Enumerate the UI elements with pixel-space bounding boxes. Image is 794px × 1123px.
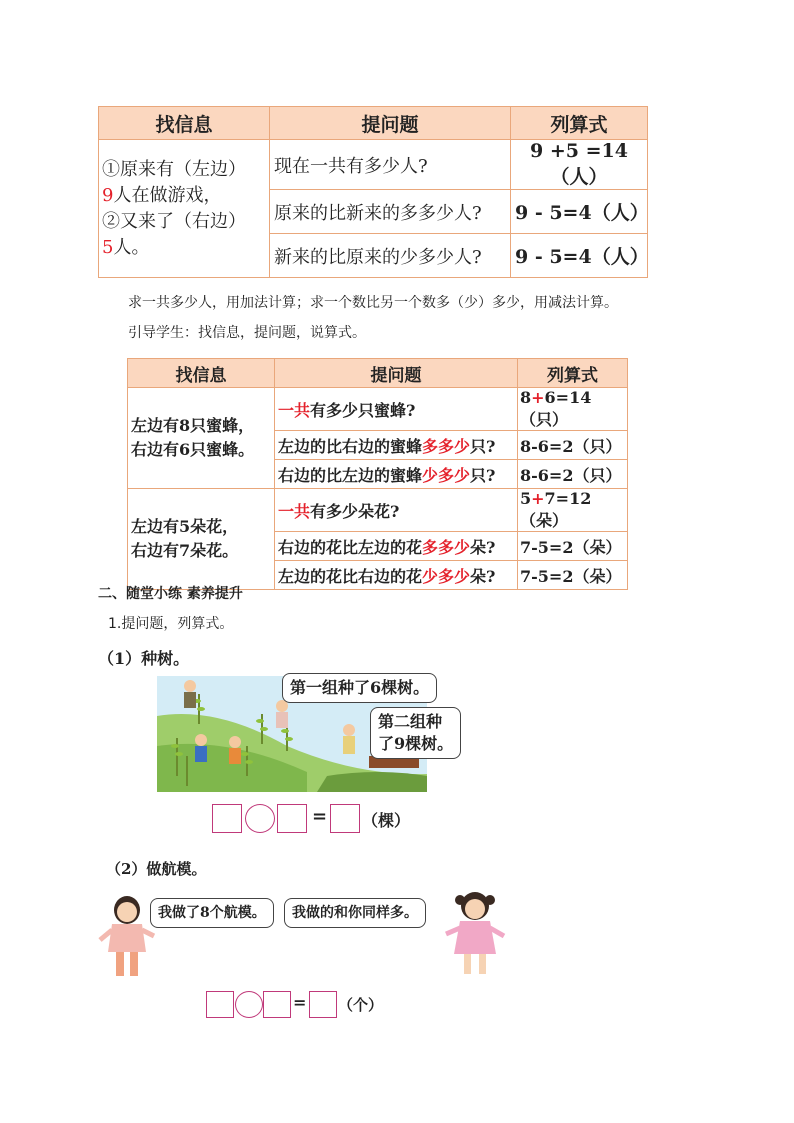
answer-box[interactable] — [212, 804, 242, 833]
question-text: 朵? — [470, 566, 496, 586]
header-ask-question: 提问题 — [270, 107, 511, 140]
eq-operator: + — [531, 489, 545, 508]
question-text: 左边的比右边的蜜蜂 — [278, 436, 423, 456]
equation-cell: 9 - 5=4（人） — [511, 234, 648, 278]
equation-cell — [518, 489, 628, 532]
highlight-text: 少多少 — [422, 465, 471, 485]
highlight-text: 多多少 — [422, 537, 471, 557]
header-equation: 列算式 — [518, 359, 628, 388]
question-text: 右边的花比左边的花 — [278, 537, 423, 557]
eq-operand: 5 — [520, 489, 532, 508]
answer-box[interactable] — [263, 991, 291, 1018]
highlight-text: 一共 — [278, 501, 311, 521]
eq-operand: 8 — [520, 388, 532, 407]
highlight-text: 一共 — [278, 400, 311, 420]
info-cell-bees — [128, 388, 275, 489]
question-cell: 原来的比新来的多多少人? — [270, 190, 511, 234]
header-equation: 列算式 — [511, 107, 648, 140]
question-cell — [275, 431, 518, 460]
info-line1: ①原来有（左边） — [102, 158, 246, 180]
equation-cell: 9 +5 =14（人） — [511, 140, 648, 190]
eq-operator: + — [531, 388, 545, 407]
question-text: 有多少朵花? — [310, 501, 400, 521]
info-left-flowers: 左边有5朵花， — [131, 517, 239, 536]
question-cell — [275, 388, 518, 431]
question-cell — [275, 561, 518, 590]
info-question-table-people — [98, 106, 648, 278]
operator-circle[interactable] — [245, 804, 275, 833]
equals-sign: = — [312, 806, 328, 827]
info-line2: 人在做游戏， — [113, 184, 222, 206]
question-cell — [275, 460, 518, 489]
question-text: 左边的花比右边的花 — [278, 566, 423, 586]
info-right-flowers: 右边有7朵花。 — [131, 541, 239, 560]
info-right-bees: 右边有6只蜜蜂。 — [131, 440, 255, 459]
operator-circle[interactable] — [235, 991, 263, 1018]
question-text: 朵? — [470, 537, 496, 557]
equation-cell: 8-6=2（只） — [518, 460, 628, 489]
answer-box[interactable] — [330, 804, 360, 833]
info-line4: 人。 — [113, 236, 150, 258]
bubble-line2: 了9棵树。 — [378, 734, 454, 753]
info-cell — [99, 140, 270, 278]
speech-bubble-group1: 第一组种了6棵树。 — [282, 673, 437, 703]
sub-question-1-title: （1）种树。 — [98, 649, 190, 668]
equals-sign: = — [293, 993, 307, 1012]
highlight-text: 少多少 — [422, 566, 471, 586]
question-cell: 新来的比原来的少多少人? — [270, 234, 511, 278]
speech-bubble-same-amount: 我做的和你同样多。 — [284, 898, 426, 928]
section-title: 二、随堂小练 素养提升 — [98, 586, 243, 602]
answer-box[interactable] — [309, 991, 337, 1018]
sub-question-2-title: （2）做航模。 — [106, 860, 207, 878]
eq-rest: 7=12（朵） — [520, 489, 592, 530]
info-line3: ②又来了（右边） — [102, 210, 246, 232]
info-left-bees: 左边有8只蜜蜂， — [131, 416, 255, 435]
answer-box[interactable] — [206, 991, 234, 1018]
question-text: 只? — [470, 465, 496, 485]
header-find-info: 找信息 — [99, 107, 270, 140]
question-text: 右边的比左边的蜜蜂 — [278, 465, 423, 485]
bubble-line1: 第二组种 — [378, 712, 443, 731]
header-ask-question: 提问题 — [275, 359, 518, 388]
question-cell — [275, 489, 518, 532]
equation-cell: 9 - 5=4（人） — [511, 190, 648, 234]
question-text: 有多少只蜜蜂? — [310, 400, 416, 420]
question-cell — [275, 532, 518, 561]
info-question-table-bees-flowers — [127, 358, 628, 590]
guide-text: 引导学生：找信息，提问题，说算式。 — [128, 325, 366, 341]
unit-label: （个） — [338, 996, 384, 1014]
question-1-title: 1.提问题，列算式。 — [108, 616, 234, 632]
speech-bubble-group2 — [370, 707, 461, 759]
highlight-text: 多多少 — [422, 436, 471, 456]
question-cell: 现在一共有多少人? — [270, 140, 511, 190]
info-cell-flowers — [128, 489, 275, 590]
equation-cell: 7-5=2（朵） — [518, 532, 628, 561]
equation-cell: 8-6=2（只） — [518, 431, 628, 460]
girl-left-illustration — [98, 892, 158, 982]
answer-box[interactable] — [277, 804, 307, 833]
info-number-9: 9 — [102, 184, 114, 206]
speech-bubble-8-models: 我做了8个航模。 — [150, 898, 274, 928]
question-text: 只? — [470, 436, 496, 456]
equation-cell: 7-5=2（朵） — [518, 561, 628, 590]
info-number-5: 5 — [102, 236, 114, 258]
summary-text: 求一共多少人，用加法计算；求一个数比另一个数多（少）多少，用减法计算。 — [128, 295, 618, 311]
eq-rest: 6=14（只） — [520, 388, 592, 429]
equation-cell — [518, 388, 628, 431]
unit-label: （棵） — [362, 811, 411, 830]
header-find-info: 找信息 — [128, 359, 275, 388]
girl-right-illustration — [442, 888, 508, 980]
